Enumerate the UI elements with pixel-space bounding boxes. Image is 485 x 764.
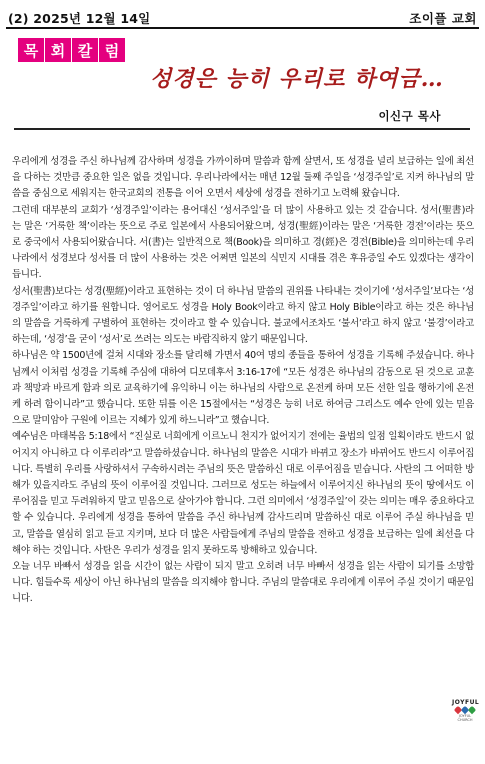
paragraph: 우리에게 성경을 주신 하나님께 감사하며 성경을 가까이하며 말씀과 함께 살면서, 또 성경을 널리 보급하는 일에 최선을 다하는 것만큼 중요한 일은 없을 것입니다. 우리나라에서는 매년 12월 둘째 주일을 ‘성경주일’로 지켜 하나님의 말씀을 중심으로 세워지는 한국교회의 전통을 이어 오면서 세상에 성경을 전하기고 노력해 왔습니다. (12, 156, 474, 200)
column-title: 성경은 능히 우리로 하여금… (150, 66, 444, 92)
church-logo (452, 699, 478, 745)
header-divider (6, 27, 479, 29)
heart-icon (468, 706, 476, 714)
column-badge (18, 38, 126, 62)
badge-char: 목 (18, 38, 44, 62)
title-divider (14, 128, 470, 130)
paragraph: 오늘 너무 바빠서 성경을 읽을 시간이 없는 사람이 되지 말고 오히려 너무 바빠서 성경을 읽는 사람이 되기를 소망합니다. 힘들수록 세상이 아닌 하나님의 말씀을 의지해야 합니다. 주님의 말씀대로 우리에게 이루어 주실 것이기 때문입니다. (12, 561, 474, 605)
paragraph: 하나님은 약 1500년에 걸쳐 시대와 장소를 달리해 가면서 40여 명의 종들을 통하여 성경을 기록해 주셨습니다. 하나님께서 이처럼 성경을 기록해 주심에 대하여 디모데후서 3:16-17에 “모든 성경은 하나님의 감동으로 된 것으로 교훈과 책망과 바르게 함과 의로 교육하기에 유익하니 이는 하나님의 사람으로 온전케 하며 모든 선한 일을 행하기에 온전케 하려 함이니라”고 했습니다. 또한 뒤를 이은 15절에서는 “성경은 능히 너로 하여금 그리스도 예수 안에 있는 믿음으로 말미암아 구원에 이르는 지혜가 있게 하느니라”고 했습니다. (12, 350, 474, 427)
paragraph: 성서(聖書)보다는 성경(聖經)이라고 표현하는 것이 더 하나님 말씀의 권위를 나타내는 것이기에 ‘성서주일’보다는 ‘성경주일’이라고 하기를 원합니다. 영어로도 성경을 Holy Book이라고 하지 않고 Holy Bible이라고 하는 것은 하나님의 말씀을 거룩하게 구별하여 표현하는 것이라고 할 수 있습니다. 불교에서조차도 ‘불서’라고 하지 않고 ‘불경’이라고 하는데, ‘성경’을 굳이 ‘성서’로 쓰려는 의도는 바람직하지 않기 때문입니다. (12, 285, 474, 346)
logo-tagline: JOYFUL CHURCH (457, 714, 473, 722)
author-name: 이신구 목사 (378, 109, 441, 123)
paragraph: 그런데 대부분의 교회가 ‘성경주일’이라는 용어대신 ‘성서주일’을 더 많이 사용하고 있는 것 같습니다. 성서(聖書)라는 말은 ‘거룩한 책’이라는 뜻으로 주로 일본에서 사용되어왔으며, 성경(聖經)이라는 말은 ‘거룩한 경전’이라는 뜻으로 중국에서 사용되어왔습니다. 서(書)는 일반적으로 책(Book)을 의미하고 경(經)은 경전(Bible)을 의미하는데 우리나라에서 성경보다 성서를 더 많이 사용하는 것은 어쩌면 일본의 식민지 시대를 겪은 후유증일 수도 있겠다는 생각이 듭니다. (12, 204, 474, 281)
issue-date: (2) 2025년 12월 14일 (8, 11, 151, 26)
article-body (12, 154, 474, 608)
logo-name: JOYFUL (452, 699, 480, 706)
heart-icons (452, 707, 478, 713)
paragraph: 예수님은 마태복음 5:18에서 “진실로 너희에게 이르노니 천지가 없어지기 전에는 율법의 일점 일획이라도 반드시 없어지지 아니하고 다 이루리라”고 말씀하셨습니다. 하나님의 말씀은 시대가 바뀌고 장소가 바뀌어도 반드시 이루어집니다. 특별히 우리를 사랑하셔서 구속하시려는 주님의 뜻은 말씀하신 대로 이루어짐을 믿습니다. 사탄의 그 어떠한 방해가 있을지라도 주님의 뜻이 이루어질 것입니다. 그러므로 성도는 하늘에서 이루어지신 하나님의 뜻이 땅에서도 이루어짐을 믿고 두려워하지 말고 믿음으로 살아가야 합니다. 그런 의미에서 ‘성경주일’이 갖는 의미는 매우 중요하다고 할 수 있습니다. 우리에게 성경을 통하여 말씀을 주신 하나님께 감사드리며 말씀하신 대로 이루어 주실 하나님을 믿고, 말씀을 열심히 읽고 듣고 지키며, 보다 더 많은 사람들에게 주님의 말씀을 전하고 성경을 보급하는 일에 최선을 다해야 하는 것입니다. 사탄은 우리가 성경을 읽지 못하도록 방해하고 있습니다. (12, 431, 474, 556)
page-header (8, 8, 477, 26)
badge-char: 회 (45, 38, 71, 62)
church-name: 조이플 교회 (409, 11, 477, 26)
badge-char: 럼 (99, 38, 125, 62)
badge-char: 칼 (72, 38, 98, 62)
